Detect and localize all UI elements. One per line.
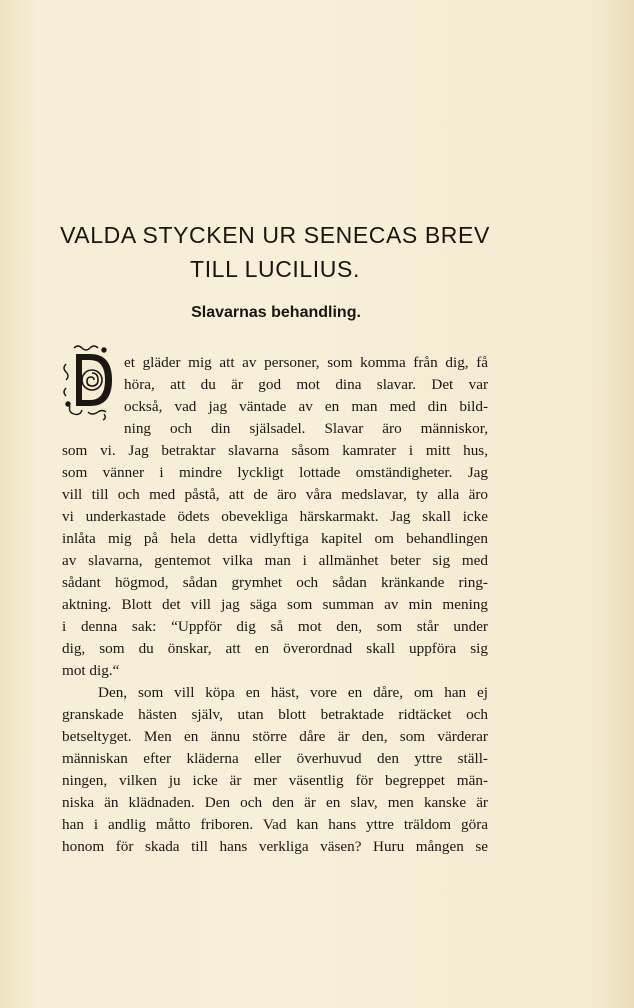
title-line-1: VALDA STYCKEN UR SENECAS BREV (60, 222, 490, 248)
text-line: niska än klädnaden. Den och den är en slav, men kanske är (62, 794, 488, 811)
text-line: et gläder mig att av personer, som komma från dig, få (124, 354, 488, 371)
text-line: ningen, vilken ju icke är mer väsentlig för begreppet män- (62, 772, 488, 789)
text-line: som vänner i mindre lyckligt lottade omständigheter. Jag (62, 464, 488, 481)
ornamental-dropcap-d-icon (60, 342, 120, 426)
text-line: honom för skada till hans verkliga väsen? Huru mången se (62, 838, 488, 855)
text-line: också, vad jag väntade av en man med din bild- (124, 398, 488, 415)
text-line: han i andlig måtto friboren. Vad kan hans yttre träldom göra (62, 816, 488, 833)
text-line: dig, som du önskar, att en överordnad skall uppföra sig (62, 640, 488, 657)
text-line: mot dig.“ (62, 662, 120, 679)
text-line: i denna sak: “Uppför dig så mot den, som står under (62, 618, 488, 635)
title-line-2: TILL LUCILIUS. (190, 256, 360, 282)
dropcap-letter: D (93, 382, 94, 383)
text-line: Den, som vill köpa en häst, vore en dåre, om han ej (98, 684, 488, 701)
text-line: av slavarna, gentemot vilka man i allmänhet beter sig med (62, 552, 488, 569)
text-line: som vi. Jag betraktar slavarna såsom kamrater i mitt hus, (62, 442, 488, 459)
text-line: sådant högmod, sådan grymhet och sådan kränkande ring- (62, 574, 488, 591)
text-line: betseltyget. Men en ännu större dåre är den, som värderar (62, 728, 488, 745)
text-line: höra, att du är god mot dina slavar. Det var (124, 376, 488, 393)
section-subtitle: Slavarnas behandling. (191, 304, 361, 321)
text-line: vi underkastade ödets obevekliga härskarmakt. Jag skall icke (62, 508, 488, 525)
text-line: inlåta mig på hela detta vidlyftiga kapitel om behandlingen (62, 530, 488, 547)
text-line: vill till och med påstå, att de äro våra medslavar, ty alla äro (62, 486, 488, 503)
text-line: aktning. Blott det vill jag säga som summan av min mening (62, 596, 488, 613)
text-line: människan efter kläderna eller överhuvud den yttre ställ- (62, 750, 488, 767)
text-line: ning och din själsadel. Slavar äro människor, (124, 420, 488, 437)
text-line: granskade hästen själv, utan blott betraktade ridtäcket och (62, 706, 488, 723)
